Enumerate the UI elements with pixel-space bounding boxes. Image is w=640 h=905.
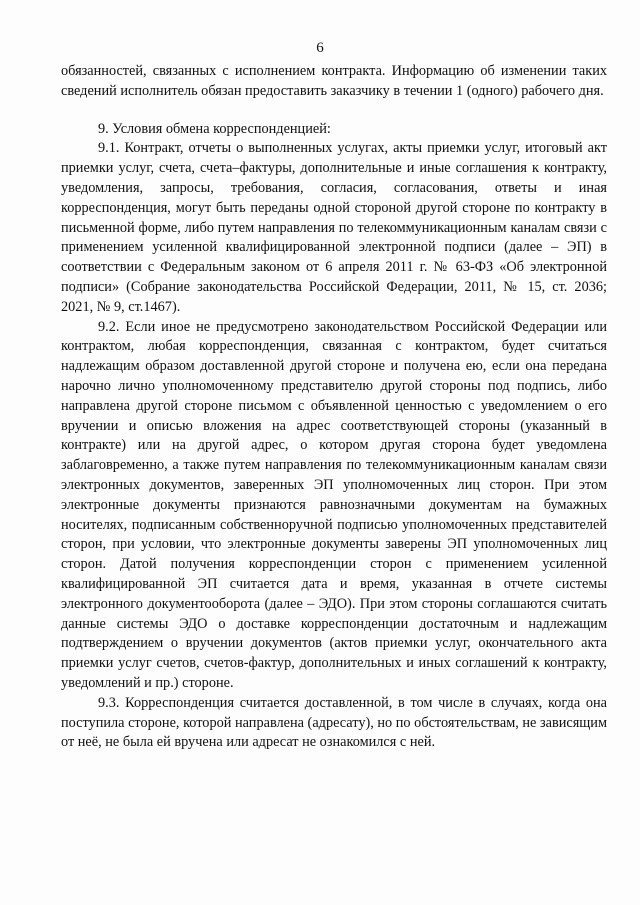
paragraph-spacer (61, 102, 607, 120)
clause-9-3: 9.3. Корреспонденция считается доставленной, в том числе в случаях, когда она поступила стороне, которой направлена (адресату), но по обстоятельствам, не зависящим от неё, не была ей вручена или адресат не ознакомился с ней. (61, 694, 607, 751)
document-body (61, 62, 607, 753)
section-heading: 9. Условия обмена корреспонденцией: (98, 120, 331, 137)
clause-9-2: 9.2. Если иное не предусмотрено законодательством Российской Федерации или контрактом, любая корреспонденция, связанная с контрактом, будет считаться надлежащим образом доставленной другой стороне и получена ею, если она передана нарочно лично уполномоченному представителю другой стороны под подпись, либо направлена другой стороне письмом с объявленной ценностью с уведомлением о его вручении и описью вложения на адрес соответствующей стороны (указанный в контракте) или на другой адрес, о котором другая сторона будет уведомлена заблаговременно, а также путем направления по телекоммуникационным каналам связи электронных документов, заверенных ЭП уполномоченных лиц сторон. При этом электронные документы признаются равнозначными документам на бумажных носителях, подписанным собственноручной подписью уполномоченных представителей сторон, при условии, что электронные документы заверены ЭП уполномоченных лиц сторон. Датой получения корреспонденции сторон с применением усиленной квалифицированной ЭП считается дата и время, указанная в отчете системы электронного документооборота (далее – ЭДО). При этом стороны соглашаются считать данные системы ЭДО о доставке корреспонденции достаточным и надлежащим подтверждением о вручении документов (актов приемки услуг, окончательного акта приемки услуг счетов, счетов-фактур, дополнительных и иных соглашений к контракту, уведомлений и пр.) стороне. (61, 318, 607, 691)
page-number: 6 (316, 40, 324, 56)
continuation-paragraph: обязанностей, связанных с исполнением контракта. Информацию об изменении таких сведений исполнитель обязан предоставить заказчику в течении 1 (одного) рабочего дня. (61, 63, 607, 99)
clause-9-1: 9.1. Контракт, отчеты о выполненных услугах, акты приемки услуг, итоговый акт приемки услуг, счета, счета–фактуры, дополнительные и иные соглашения к контракту, уведомления, запросы, требования, согласия, согласования, ответы и иная корреспонденция, могут быть переданы одной стороной другой стороне по контракту в письменной форме, либо путем направления по телекоммуникационным каналам связи с применением усиленной квалифицированной электронной подписи (далее – ЭП) в соответствии с Федеральным законом от 6 апреля 2011 г. № 63-ФЗ «Об электронной подписи» (Собрание законодательства Российской Федерации, 2011, № 15, ст. 2036; 2021, № 9, ст.1467). (61, 140, 607, 315)
